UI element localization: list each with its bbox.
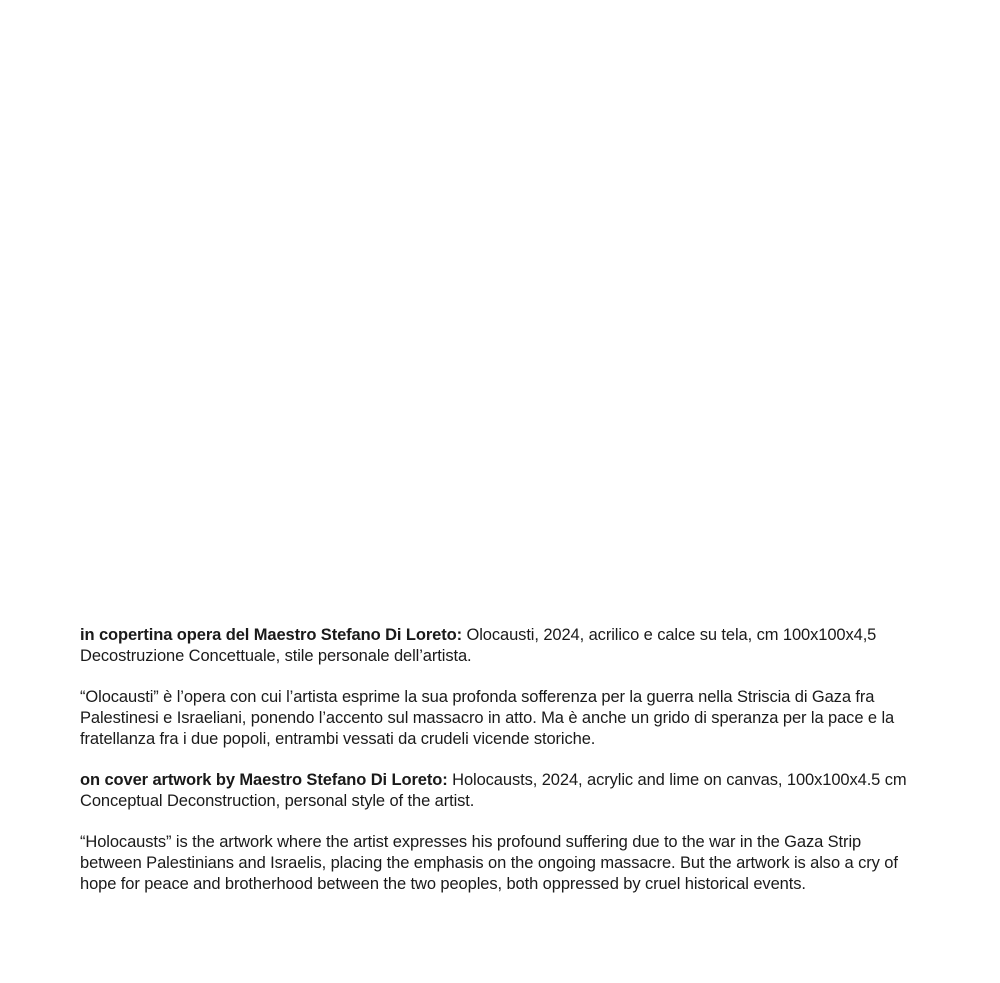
english-caption-style: Conceptual Deconstruction, personal style of the artist.: [80, 792, 475, 810]
italian-caption-line: [80, 625, 920, 646]
english-description-block: [80, 832, 920, 895]
artwork-credits: [80, 625, 920, 915]
italian-caption-details: Olocausti, 2024, acrilico e calce su tela, cm 100x100x4,5: [462, 626, 877, 644]
english-caption: [80, 770, 920, 812]
english-caption-line: [80, 770, 920, 791]
italian-caption-style: Decostruzione Concettuale, stile personale dell’artista.: [80, 647, 472, 665]
italian-description: “Olocausti” è l’opera con cui l’artista esprime la sua profonda sofferenza per la guerra nella Striscia di Gaza fra Palestinesi e Israeliani, ponendo l’accento sul massacro in atto. Ma è anche un grido di speranza per la pace e la fratellanza fra i due popoli, entrambi vessati da crudeli vicende storiche.: [80, 688, 895, 748]
english-description: “Holocausts” is the artwork where the artist expresses his profound suffering due to the war in the Gaza Strip between Palestinians and Israelis, placing the emphasis on the ongoing massacre. But the artwork is also a cry of hope for peace and brotherhood between the two peoples, both oppressed by cruel historical events.: [80, 833, 898, 893]
italian-caption: [80, 625, 920, 667]
italian-caption-lead: in copertina opera del Maestro Stefano Di Loreto:: [80, 626, 462, 644]
english-caption-lead: on cover artwork by Maestro Stefano Di Loreto:: [80, 771, 448, 789]
english-caption-details: Holocausts, 2024, acrylic and lime on canvas, 100x100x4.5 cm: [447, 771, 907, 789]
italian-description-block: [80, 687, 920, 750]
